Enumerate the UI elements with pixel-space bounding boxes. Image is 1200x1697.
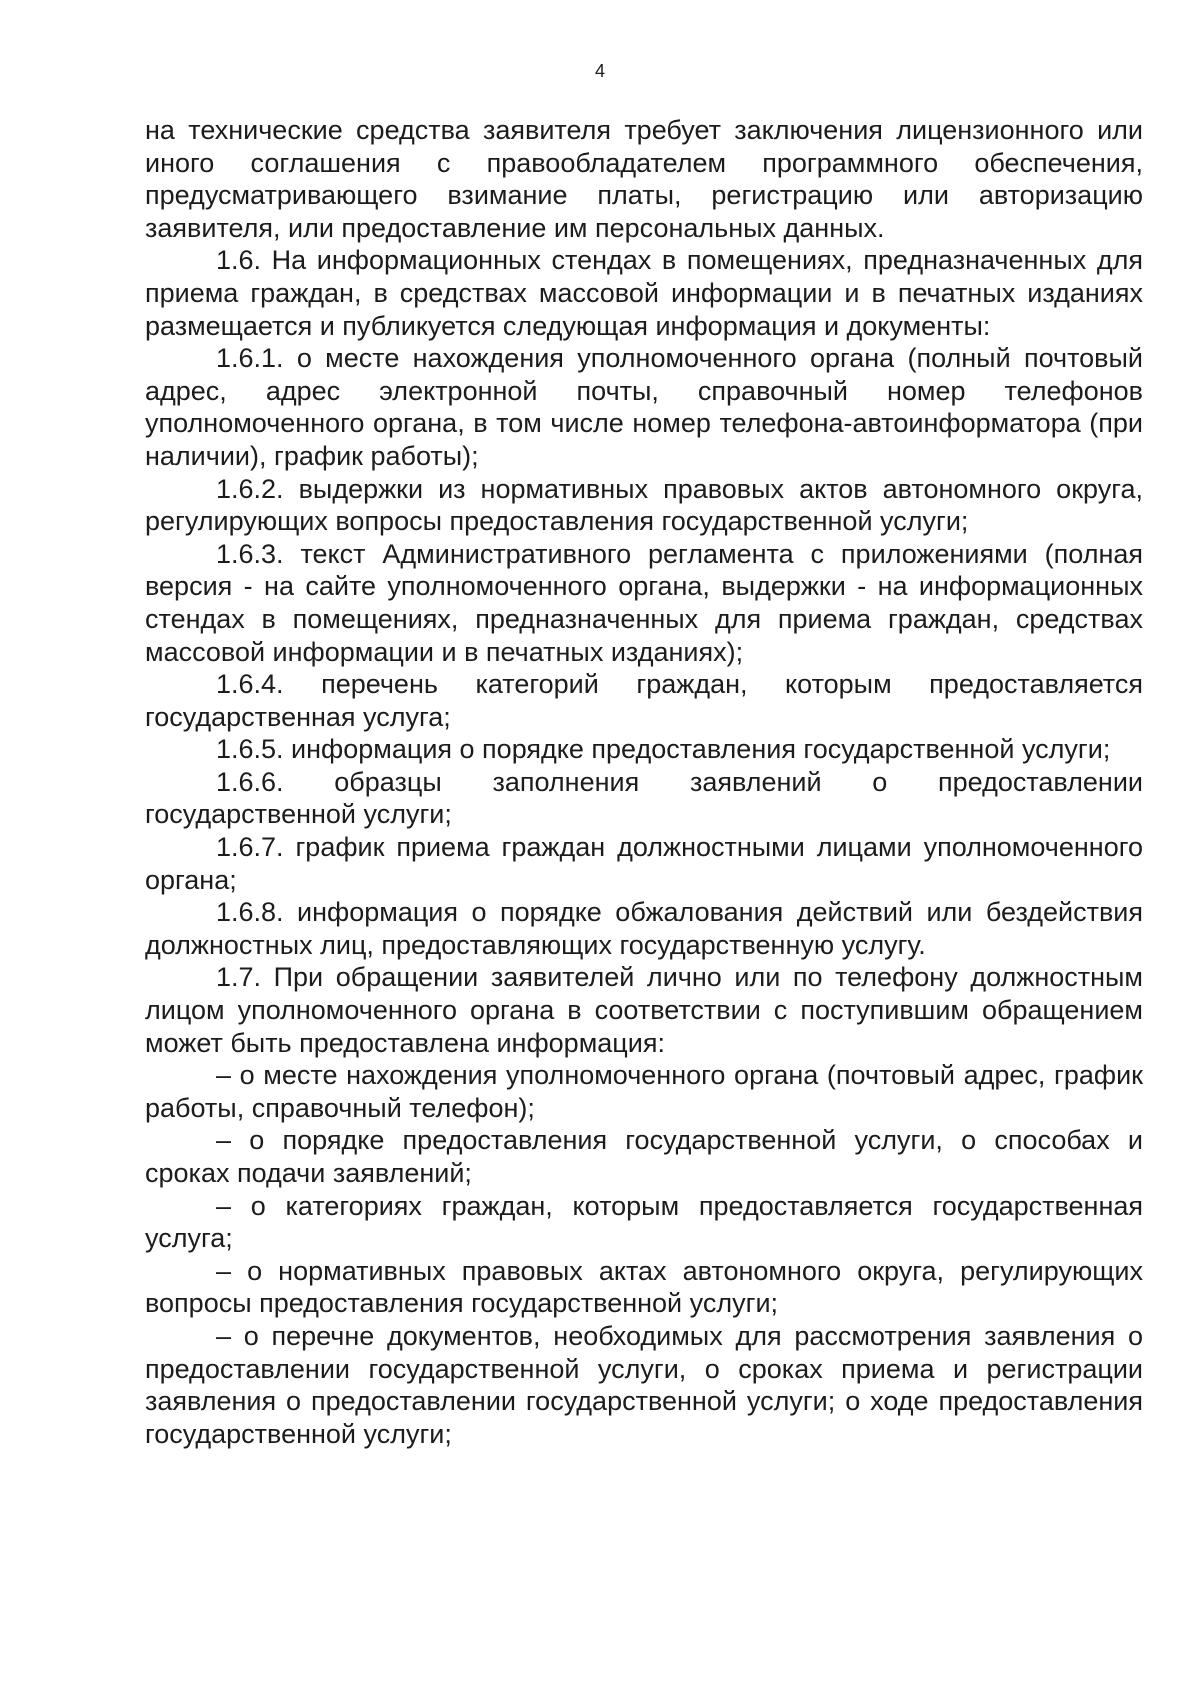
- page-number: 4: [594, 61, 605, 81]
- paragraph-1-6-3: 1.6.3. текст Административного регламента с приложениями (полная версия - на сайте уполномоченного органа, выдержки - на информационных стендах в помещениях, предназначенных для приема граждан, средствах массовой информации и в печатных изданиях);: [145, 538, 1143, 667]
- paragraph-1-6-6: 1.6.6. образцы заполнения заявлений о предоставлении государственной услуги;: [145, 766, 1143, 830]
- list-item-dash: – о нормативных правовых актах автономного округа, регулирующих вопросы предоставления государственной услуги;: [145, 1255, 1143, 1319]
- list-item-dash: – о категориях граждан, которым предоставляется государственная услуга;: [145, 1190, 1143, 1254]
- paragraph-continuation: на технические средства заявителя требует заключения лицензионного или иного соглашения с правообладателем программного обеспечения, предусматривающего взимание платы, регистрацию или авторизацию заявителя, или предоставление им персональных данных.: [145, 115, 1143, 243]
- paragraph-1-6-5: 1.6.5. информация о порядке предоставления государственной услуги;: [216, 734, 1111, 765]
- paragraph-1-6-2: 1.6.2. выдержки из нормативных правовых актов автономного округа, регулирующих вопросы предоставления государственной услуги;: [145, 473, 1143, 537]
- paragraph-1-6-8: 1.6.8. информация о порядке обжалования действий или бездействия должностных лиц, предоставляющих государственную услугу.: [145, 897, 1143, 960]
- list-item-dash: – о порядке предоставления государственной услуги, о способах и сроках подачи заявлений;: [145, 1125, 1143, 1188]
- paragraph-1-7: 1.7. При обращении заявителей лично или по телефону должностным лицом уполномоченного органа в соответствии с поступившим обращением может быть предоставлена информация:: [145, 962, 1143, 1058]
- paragraph-1-6: 1.6. На информационных стендах в помещениях, предназначенных для приема граждан, в средствах массовой информации и в печатных изданиях размещается и публикуется следующая информация и документы:: [145, 245, 1143, 341]
- list-item-dash: – о месте нахождения уполномоченного органа (почтовый адрес, график работы, справочный телефон);: [145, 1060, 1143, 1123]
- paragraph-1-6-1: 1.6.1. о месте нахождения уполномоченного органа (полный почтовый адрес, адрес электронной почты, справочный номер телефонов уполномоченного органа, в том числе номер телефона-автоинформатора (при наличии), график работы);: [145, 343, 1143, 471]
- document-body: [145, 114, 1143, 1450]
- paragraph-1-6-7: 1.6.7. график приема граждан должностными лицами уполномоченного органа;: [145, 832, 1143, 895]
- list-item-dash: – о перечне документов, необходимых для рассмотрения заявления о предоставлении государственной услуги, о сроках приема и регистрации заявления о предоставлении государственной услуги; о ходе предоставления государственной услуги;: [145, 1320, 1143, 1449]
- paragraph-1-6-4: 1.6.4. перечень категорий граждан, которым предоставляется государственная услуга;: [145, 669, 1143, 732]
